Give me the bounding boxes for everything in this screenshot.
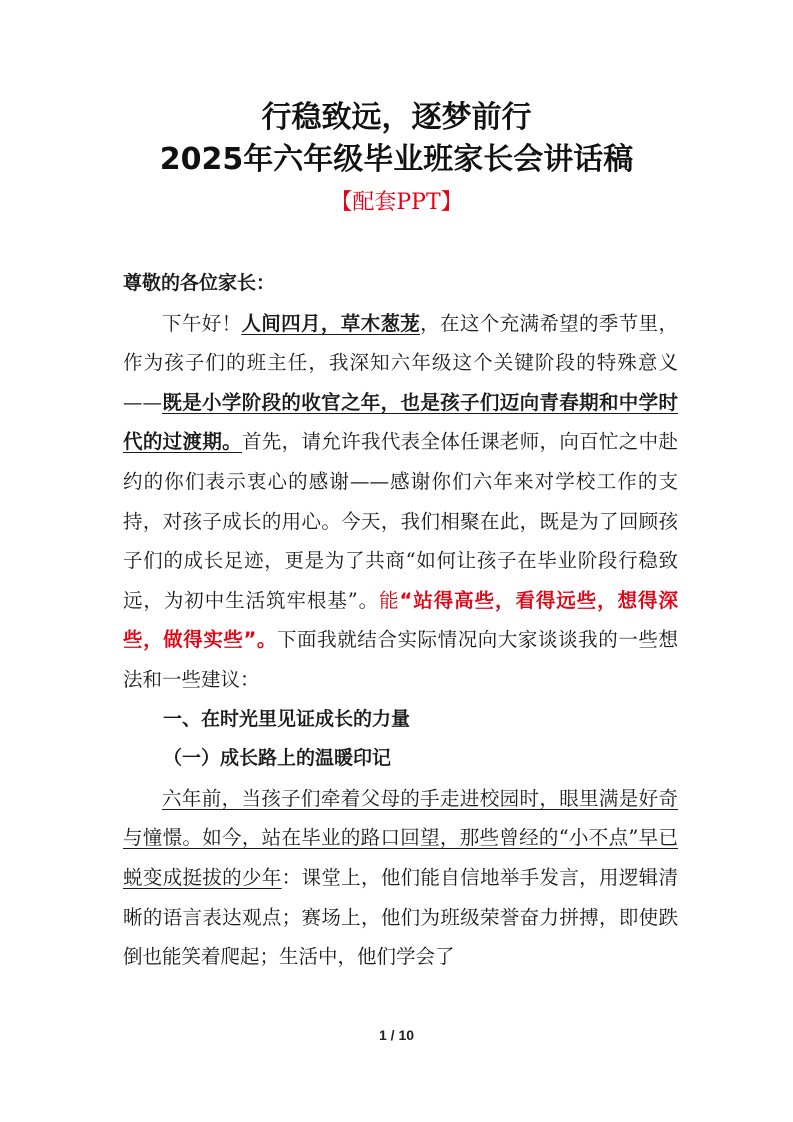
underlined-phrase-season: 人间四月，草木葱茏 [241,311,421,335]
paragraph-text: 首先，请允许我代表全体任课老师，向百忙之中赴约的你们表示衷心的感谢——感谢你们六年来对学校工作的支持，对孩子成长的用心。今天，我们相聚在此，既是为了回顾孩子们的成长足迹，更是为了共商“如何让孩子在毕业阶段行稳致远，为初中生活筑牢根基”。 [123,430,678,612]
underlined-phrase-growth: 六年前，当孩子们牵着父母的手走进校园时，眼里满是好奇与憧憬。如今，站在毕业的路口回望，那些曾经的“小不点”早已蜕变成挺拔的少年 [123,786,678,889]
greeting-text: 下午好！ [162,311,242,335]
section-heading-1: 一、在时光里见证成长的力量 [163,707,411,730]
paragraph-greeting [123,304,678,700]
paragraph-text: ：课堂上，他们能自信地举手发言，用逻辑清晰的语言表达观点；赛场上，他们为班级荣誉奋力拼搏，即使跌倒也能笑着爬起；生活中，他们学会了 [123,865,678,969]
title-line-2: 2025年六年级毕业班家长会讲话稿 [159,142,634,177]
paragraph-text: 下面我就结合实际情况向大家谈谈我的一些想法和一些建议： [123,628,678,691]
red-bold-quote: “站得高些，看得远些，想得深些，做得实些”。 [123,588,678,652]
subtitle-ppt: 【配套PPT】 [330,190,463,215]
red-text: 能 [379,588,400,612]
title-line-1: 行稳致远，逐梦前行 [261,100,532,135]
subsection-heading-1: （一）成长路上的温暖印记 [163,747,392,770]
page-number: 1 / 10 [378,1027,415,1043]
document-body [123,264,678,977]
paragraph-text: ，在这个充满希望的季节里，作为孩子们的班主任，我深知六年级这个关键阶段的特殊意义—— [123,311,678,414]
underlined-phrase-transition: 既是小学阶段的收官之年，也是孩子们迈向青春期和中学时代的过渡期。 [123,390,678,454]
salutation: 尊敬的各位家长： [123,272,276,294]
paragraph-growth [123,779,678,977]
